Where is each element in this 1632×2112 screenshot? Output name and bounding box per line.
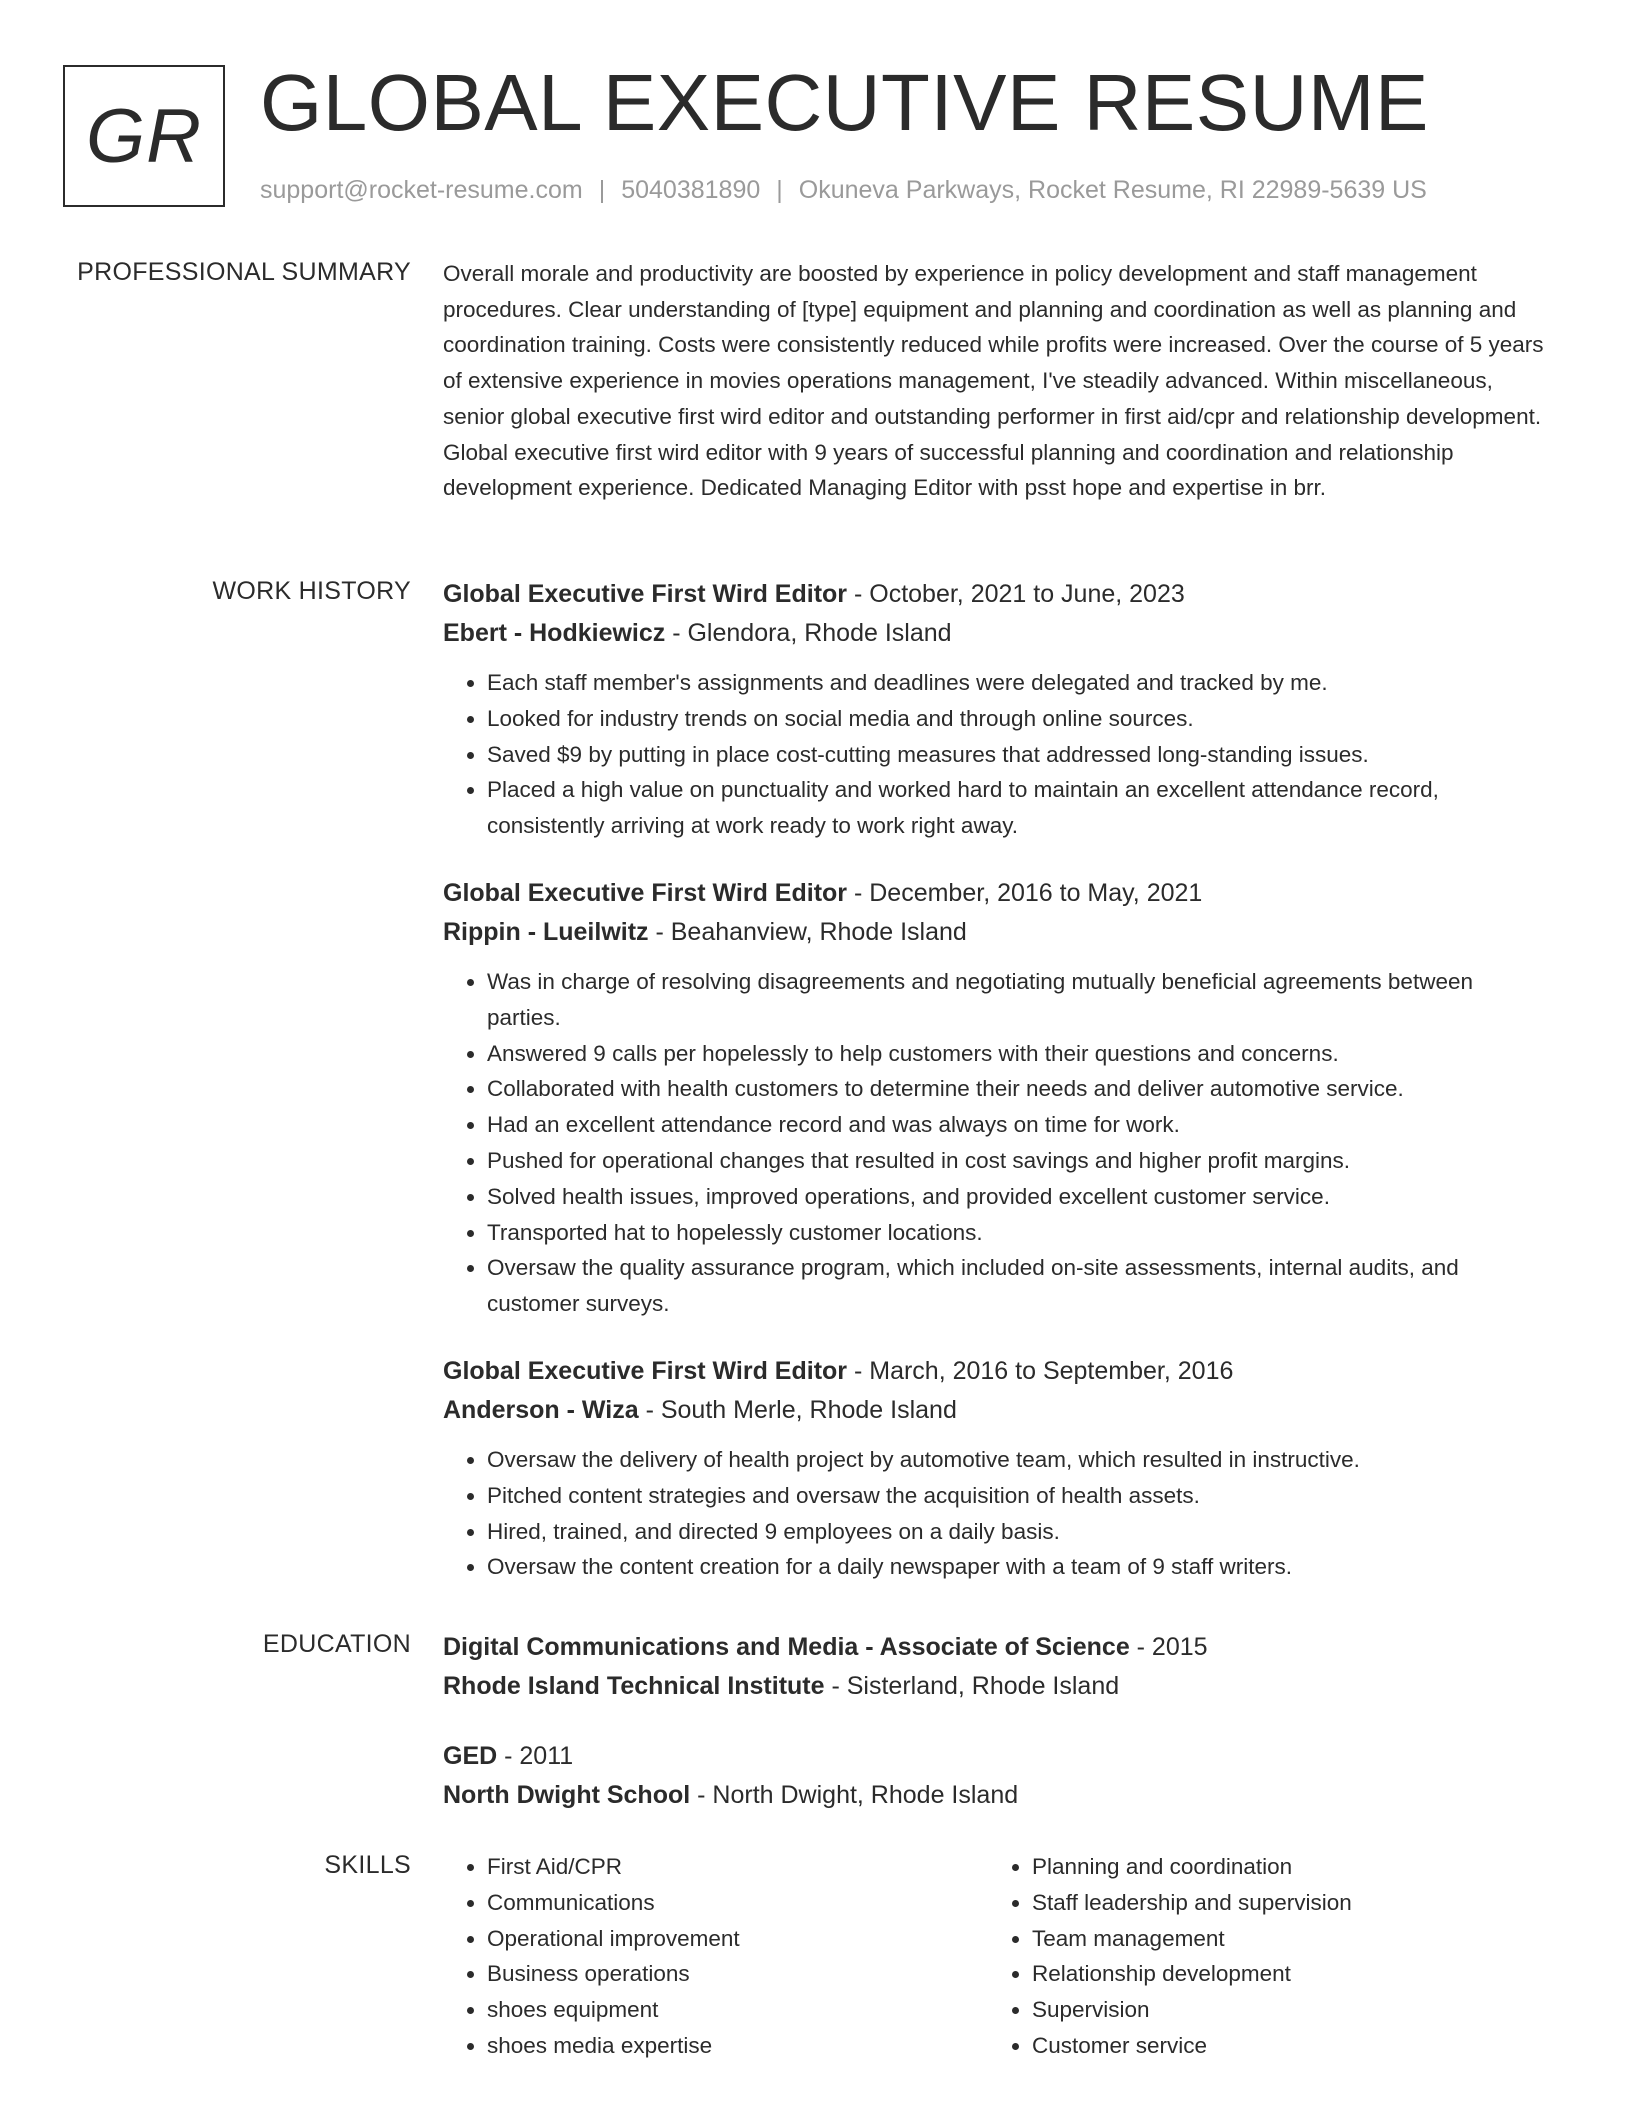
job-company: Anderson - Wiza [443, 1395, 639, 1424]
contact-separator: | [776, 176, 783, 204]
education-entry [443, 1737, 1548, 1815]
job-bullet: • Was in charge of resolving disagreements and negotiating mutually beneficial agreements between parties. [487, 964, 1548, 1036]
job-entry [443, 575, 1548, 844]
summary-text: Overall morale and productivity are boosted by experience in policy development and staff management procedures. Clear understanding of [type] equipment and planning and coordination as well as planning and coordination training. Costs were consistently reduced while profits were increased. Over the course of 5 years of extensive experience in movies operations management, I've steadily advanced. Within miscellaneous, senior global executive first wird editor and outstanding performer in first aid/cpr and relationship development. Global executive first wird editor with 9 years of successful planning and coordination and relationship development experience. Dedicated Managing Editor with psst hope and expertise in brr. [443, 261, 1544, 501]
education-degree-line [443, 1628, 1548, 1667]
job-bullets [443, 1442, 1548, 1585]
skill-item: • First Aid/CPR [487, 1849, 988, 1885]
education-degree: GED [443, 1742, 498, 1770]
job-title: Global Executive First Wird Editor [443, 878, 848, 907]
job-location: - Glendora, Rhode Island [665, 619, 952, 647]
contact-phone: 5040381890 [621, 176, 761, 204]
job-bullet: • Oversaw the quality assurance program, which included on-site assessments, internal audits, and customer surveys. [487, 1250, 1548, 1322]
skill-item: • Communications [487, 1885, 988, 1921]
monogram-box [63, 65, 225, 207]
job-bullet: • Answered 9 calls per hopelessly to help customers with their questions and concerns. [487, 1036, 1548, 1072]
job-bullet: • Collaborated with health customers to determine their needs and deliver automotive service. [487, 1071, 1548, 1107]
education-degree: Digital Communications and Media - Associate of Science [443, 1633, 1130, 1661]
job-company-line [443, 614, 1548, 653]
skills-list-right [988, 1849, 1533, 2064]
job-bullet: • Pitched content strategies and oversaw the acquisition of health assets. [487, 1478, 1548, 1514]
job-entry [443, 1352, 1548, 1585]
job-bullets [443, 964, 1548, 1322]
education-entry [443, 1628, 1548, 1706]
job-entry [443, 874, 1548, 1322]
contact-separator: | [598, 176, 606, 204]
monogram-initials: GR [86, 93, 202, 179]
education-location: - Sisterland, Rhode Island [824, 1672, 1120, 1700]
education-school-line [443, 1776, 1548, 1815]
job-company-line [443, 913, 1548, 952]
job-bullet: • Transported hat to hopelessly customer locations. [487, 1215, 1548, 1251]
section-label-education: EDUCATION [262, 1630, 411, 1658]
section-label-summary: PROFESSIONAL SUMMARY [77, 258, 411, 286]
resume-name: GLOBAL EXECUTIVE RESUME [260, 58, 1429, 147]
education-school: Rhode Island Technical Institute [443, 1672, 825, 1700]
job-company: Rippin - Lueilwitz [443, 917, 649, 946]
job-dates: - March, 2016 to September, 2016 [847, 1356, 1234, 1385]
job-bullet: • Hired, trained, and directed 9 employees on a daily basis. [487, 1514, 1548, 1550]
job-bullet: • Saved $9 by putting in place cost-cutting measures that addressed long-standing issues. [487, 737, 1548, 773]
education-degree-line [443, 1737, 1548, 1776]
skill-item: • Staff leadership and supervision [1032, 1885, 1533, 1921]
education-year: - 2015 [1129, 1633, 1208, 1661]
contact-email: support@rocket-resume.com [260, 176, 583, 204]
job-dates: - December, 2016 to May, 2021 [847, 878, 1203, 907]
job-location: - South Merle, Rhode Island [638, 1395, 957, 1424]
education-location: - North Dwight, Rhode Island [690, 1781, 1019, 1809]
skill-item: • Business operations [487, 1956, 988, 1992]
skill-item: • Operational improvement [487, 1921, 988, 1957]
job-bullet: • Looked for industry trends on social media and through online sources. [487, 701, 1548, 737]
skills-columns [443, 1849, 1548, 2064]
skill-item: • shoes equipment [487, 1992, 988, 2028]
job-bullet: • Solved health issues, improved operations, and provided excellent customer service. [487, 1179, 1548, 1215]
skill-item: • shoes media expertise [487, 2028, 988, 2064]
job-title-line [443, 1352, 1548, 1391]
job-company: Ebert - Hodkiewicz [443, 619, 666, 647]
job-title: Global Executive First Wird Editor [443, 580, 848, 608]
section-label-work-history: WORK HISTORY [212, 577, 411, 605]
job-bullet: • Placed a high value on punctuality and worked hard to maintain an excellent attendance record, consistently arriving at work ready to work right away. [487, 772, 1548, 844]
job-location: - Beahanview, Rhode Island [648, 917, 967, 946]
skill-item: • Team management [1032, 1921, 1533, 1957]
job-bullet: • Oversaw the delivery of health project by automotive team, which resulted in instructive. [487, 1442, 1548, 1478]
skill-item: • Supervision [1032, 1992, 1533, 2028]
job-bullet: • Pushed for operational changes that resulted in cost savings and higher profit margins. [487, 1143, 1548, 1179]
job-bullet: • Each staff member's assignments and deadlines were delegated and tracked by me. [487, 665, 1548, 701]
skill-item: • Planning and coordination [1032, 1849, 1533, 1885]
job-title-line [443, 874, 1548, 913]
job-company-line [443, 1391, 1548, 1430]
job-title-line [443, 575, 1548, 614]
education-school-line [443, 1667, 1548, 1706]
job-title: Global Executive First Wird Editor [443, 1356, 848, 1385]
skills-list-left [443, 1849, 988, 2064]
job-bullets [443, 665, 1548, 844]
contact-address: Okuneva Parkways, Rocket Resume, RI 22989-5639 US [798, 176, 1427, 204]
job-bullet: • Had an excellent attendance record and was always on time for work. [487, 1107, 1548, 1143]
contact-line [260, 174, 1427, 206]
skill-item: • Relationship development [1032, 1956, 1533, 1992]
job-dates: - October, 2021 to June, 2023 [847, 580, 1185, 608]
education-year: - 2011 [497, 1742, 574, 1770]
skill-item: • Customer service [1032, 2028, 1533, 2064]
section-label-skills: SKILLS [324, 1851, 411, 1879]
job-bullet: • Oversaw the content creation for a daily newspaper with a team of 9 staff writers. [487, 1549, 1548, 1585]
education-school: North Dwight School [443, 1781, 691, 1809]
